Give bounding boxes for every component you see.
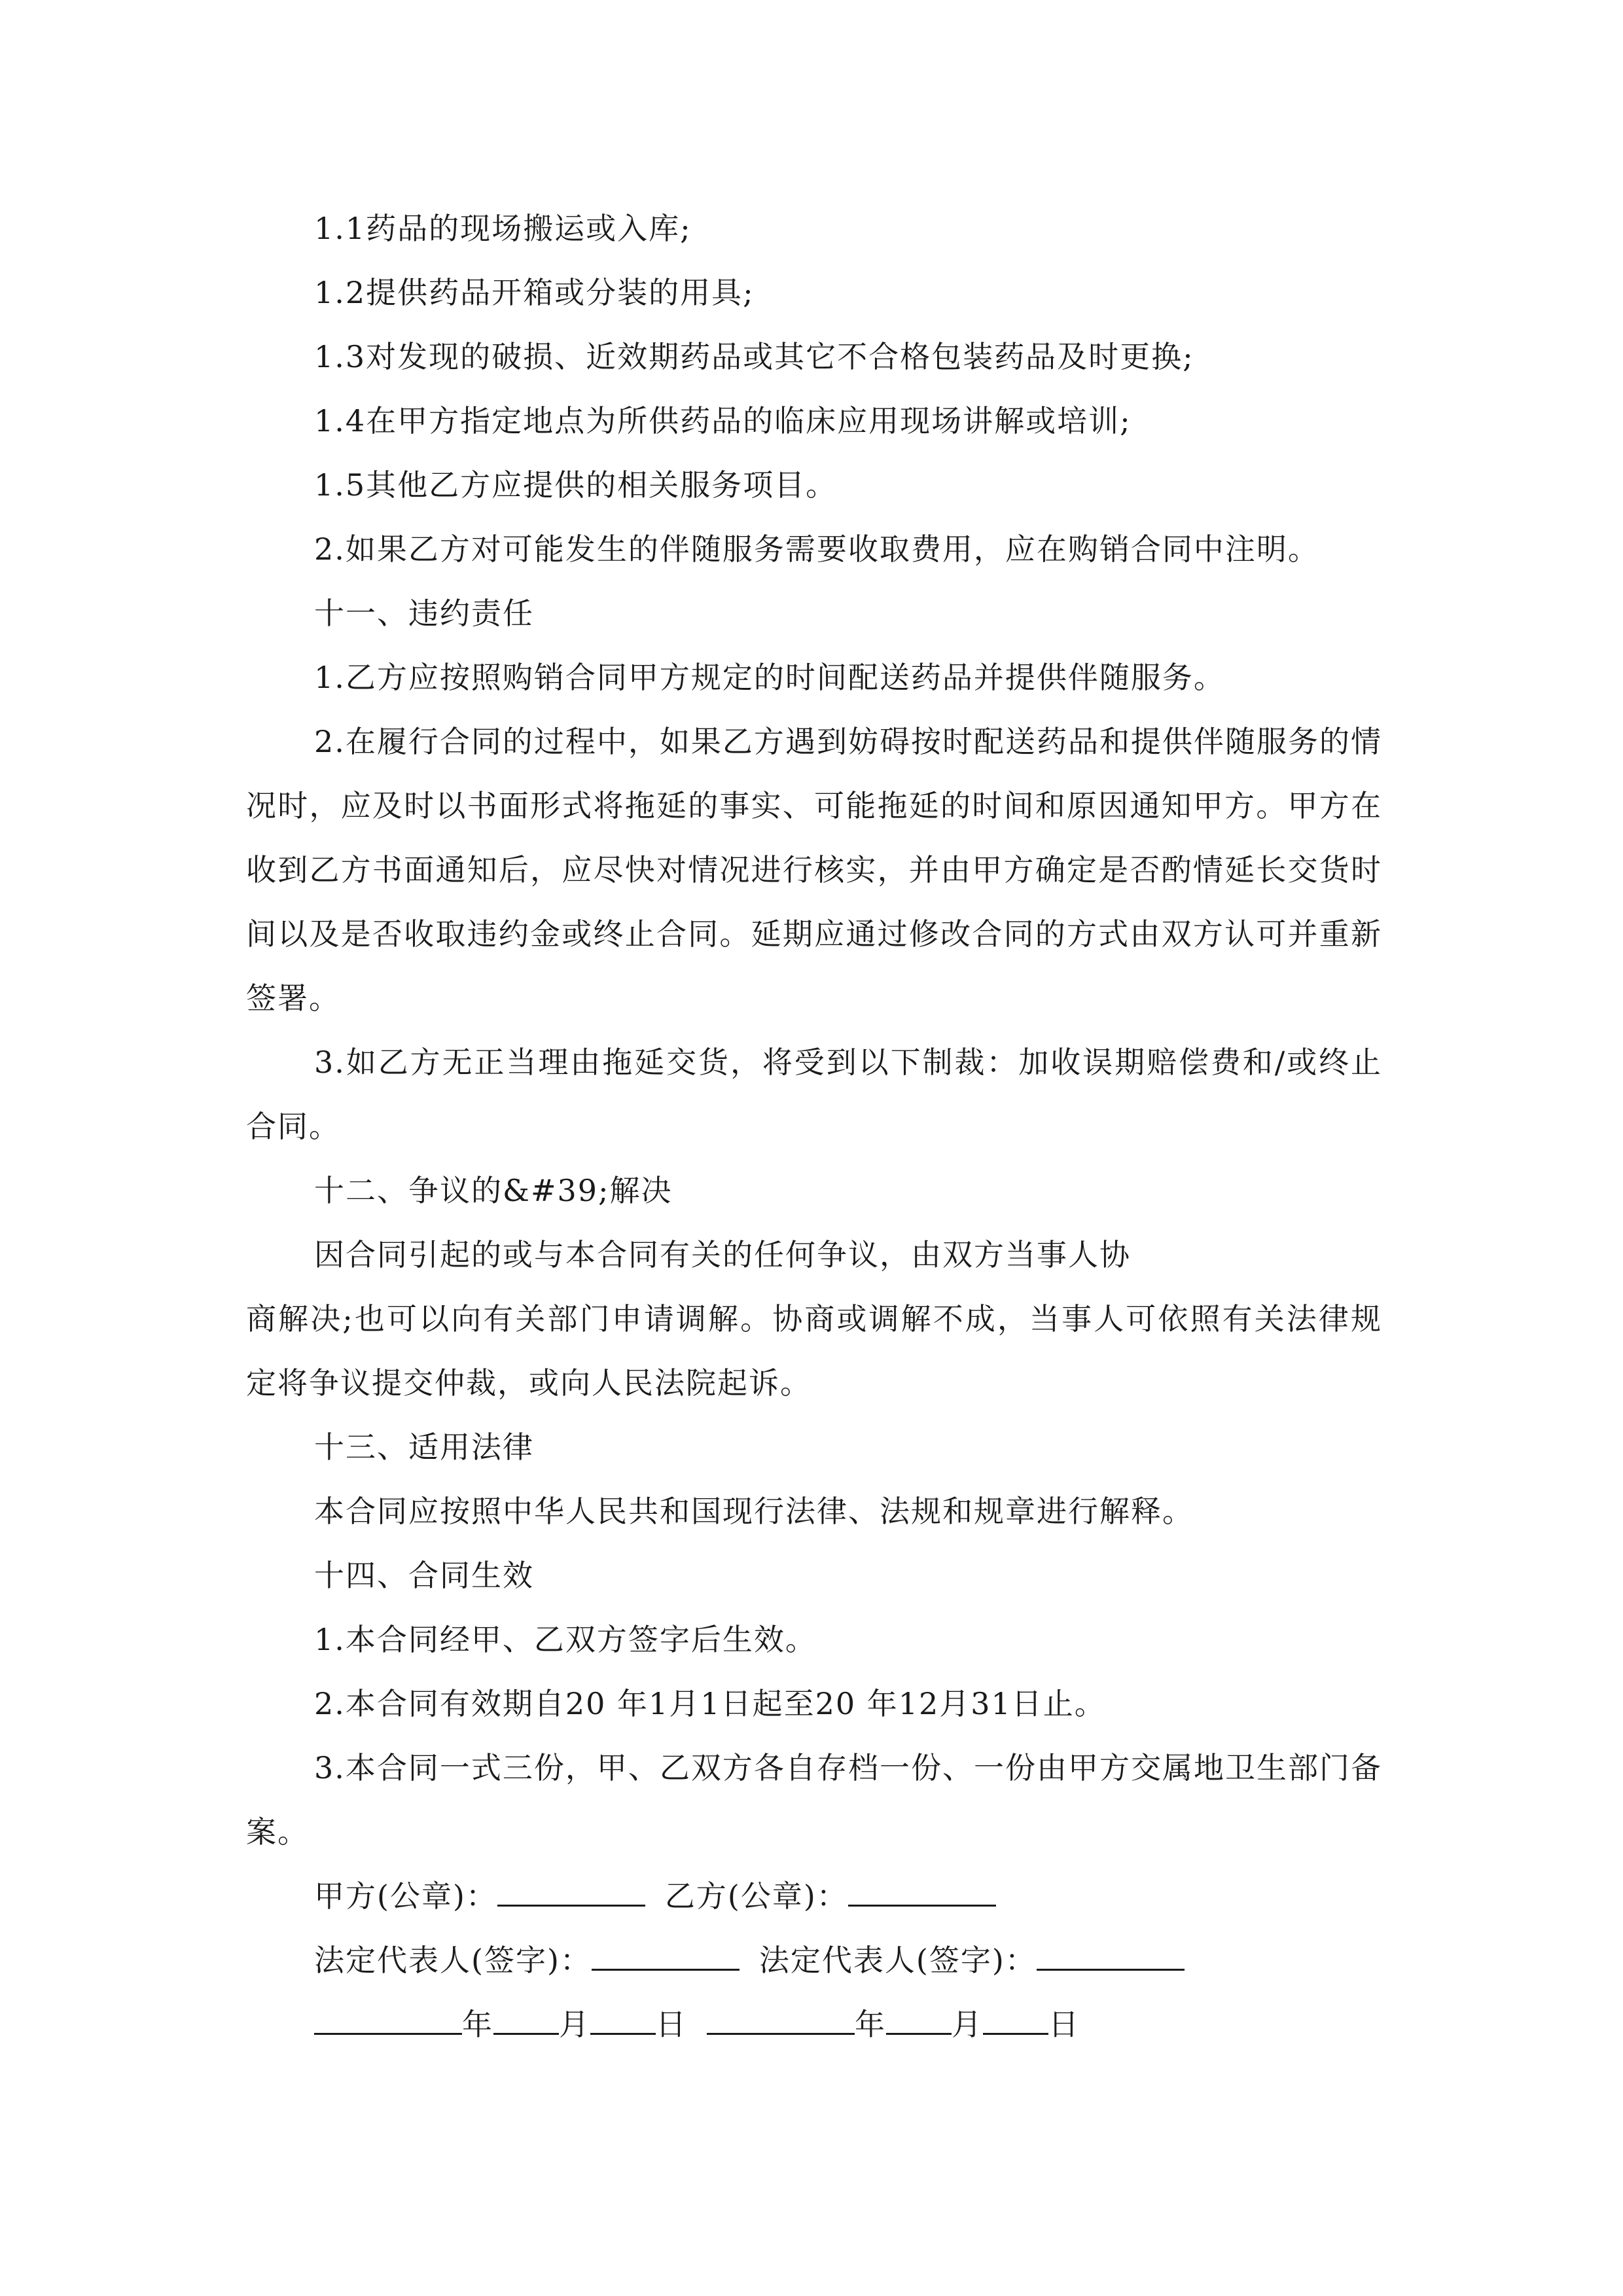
breach-clause-3: 3.如乙方无正当理由拖延交货，将受到以下制裁：加收误期赔偿费和/或终止合同。 [246,1045,1382,1144]
rep-b-blank [1037,1935,1185,1971]
party-b-seal-blank [848,1871,996,1907]
breach-clause-2: 2.在履行合同的过程中，如果乙方遇到妨碍按时配送药品和提供伴随服务的情况时，应及时以书面形式将拖延的事实、可能拖延的时间和原因通知甲方。甲方在收到乙方书面通知后，应尽快对情况进行核实，并由甲方确定是否酌情延长交货时间以及是否收取违约金或终止合同。延期应通过修改合同的方式由双方认可并重新签署。 [246,724,1382,1016]
effect-clause-3: 3.本合同一式三份，甲、乙双方各自存档一份、一份由甲方交属地卫生部门备案。 [246,1750,1382,1850]
party-a-seal-blank [497,1871,645,1907]
dispute-paragraph-2: 商解决;也可以向有关部门申请调解。协商或调解不成，当事人可依照有关法律规定将争议提交仲裁，或向人民法院起诉。 [246,1301,1382,1401]
signature-seal-line [246,1864,1382,1928]
date-a-year-label: 年 [462,2007,493,2042]
rep-b-label: 法定代表人(签字)： [758,1943,1037,1978]
rep-a-blank [592,1935,740,1971]
effect-clause-2: 2.本合同有效期自20 年1月1日起至20 年12月31日止。 [314,1686,1106,1721]
date-a-day-blank [590,1999,656,2035]
date-a-month-label: 月 [559,2007,590,2042]
clause-1-1: 1.1药品的现场搬运或入库; [314,211,692,246]
clause-1-2: 1.2提供药品开箱或分装的用具; [314,275,755,310]
law-paragraph: 本合同应按照中华人民共和国现行法律、法规和规章进行解释。 [314,1494,1194,1529]
clause-1-5: 1.5其他乙方应提供的相关服务项目。 [314,467,838,503]
party-a-seal-label: 甲方(公章)： [314,1878,497,1914]
rep-a-label: 法定代表人(签字)： [314,1943,592,1978]
effect-clause-1: 1.本合同经甲、乙双方签字后生效。 [314,1622,817,1657]
clause-1-3: 1.3对发现的破损、近效期药品或其它不合格包装药品及时更换; [314,339,1194,374]
section-heading-12: 十二、争议的&#39;解决 [314,1173,673,1208]
date-b-month-blank [886,1999,952,2035]
date-a-day-label: 日 [656,2007,687,2042]
date-b-day-label: 日 [1048,2007,1080,2042]
section-heading-14: 十四、合同生效 [314,1558,534,1593]
section-heading-11: 十一、违约责任 [314,596,534,631]
date-b-year-blank [707,1999,855,2035]
date-b-day-blank [983,1999,1048,2035]
clause-1-4: 1.4在甲方指定地点为所供药品的临床应用现场讲解或培训; [314,403,1132,439]
section-heading-13: 十三、适用法律 [314,1429,534,1465]
document-body [246,196,1382,2056]
clause-2: 2.如果乙方对可能发生的伴随服务需要收取费用，应在购销合同中注明。 [314,531,1319,567]
date-b-year-label: 年 [855,2007,886,2042]
date-a-year-blank [314,1999,462,2035]
party-b-seal-label: 乙方(公章)： [664,1878,848,1914]
breach-clause-1: 1.乙方应按照购销合同甲方规定的时间配送药品并提供伴随服务。 [314,660,1225,695]
signature-date-line [246,1992,1382,2056]
date-a-month-blank [493,1999,559,2035]
date-b-month-label: 月 [952,2007,983,2042]
signature-rep-line [246,1928,1382,1992]
dispute-paragraph-1: 因合同引起的或与本合同有关的任何争议，由双方当事人协 [314,1237,1131,1272]
